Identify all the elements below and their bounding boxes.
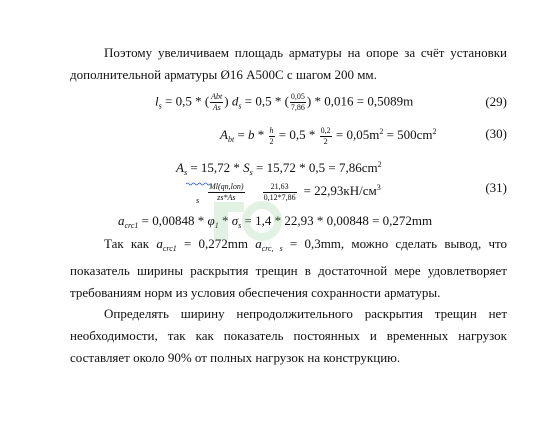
paragraph-short-term-cracks: Определять ширину непродолжительного раскрытия трещин нет необходимости, так как показатель постоянных и временных нагрузок составляет около 90% от полных нагрузок на конструкцию.: [70, 306, 507, 365]
paragraph-text: Поэтому увеличиваем площадь арматуры на опоре за счёт установки дополнительной арматуры Ø16 А500С с шагом 200 мм.: [70, 45, 507, 82]
equation-number: (30): [485, 126, 507, 141]
fraction: $\frac{\text{Ml(qn,lon)}}{zs*As}$: [209, 181, 244, 202]
fraction: $\frac{21,63}{0,12*7,86}$: [263, 181, 296, 202]
equation-29: $l_s = 0,5$ * ( $\frac{\text{Abt}}{As}$ ) $d_s = 0,5$ * ( $\frac{0,05}{7,86}$ ) * 0,016 = 0,5089m: [155, 92, 414, 112]
fraction: $\frac{0,2}{2}$: [320, 125, 331, 146]
fraction: $\frac{h}{2}$: [269, 125, 274, 146]
paragraph-reinforcement-increase: [70, 42, 507, 86]
paragraph-conclusion: Так как $a_{crc1} = 0,272mm$ $a_{crc, s} = 0,3mm$, можно сделать вывод, что показатель ширины раскрытия трещин в достаточной мере удовлетворяет требованиям норм из условия обеспечения сохранности арматуры.: [70, 236, 507, 300]
equation-area: $A_s = 15,72 * S_s = 15,72 * 0,5 = 7,86cm^2$: [176, 160, 382, 177]
fraction: $\frac{\text{Abt}}{As}$: [211, 92, 223, 112]
equation-number: (31): [485, 180, 507, 195]
equation-30: $A_{bt} = b$ * $\frac{h}{2}$ = 0,5 * $\frac{0,2}{2}$ = $0,05m^2 = 500cm^2$: [220, 125, 437, 146]
equation-number: (29): [485, 94, 507, 109]
equation-crack-width: $a_{crc1} = 0,00848 * \varphi_1 * \sigma_s = 1,4 * 22,93 * 0,00848 = 0,272mm$: [118, 213, 433, 230]
equation-31: $_s$ $\frac{\text{Ml(qn,lon)}}{zs*As}$ $\frac{21,63}{0,12*7,86}$ = $22,93кН/см^3$: [196, 181, 381, 205]
fraction: $\frac{0,05}{7,86}$: [290, 92, 305, 112]
